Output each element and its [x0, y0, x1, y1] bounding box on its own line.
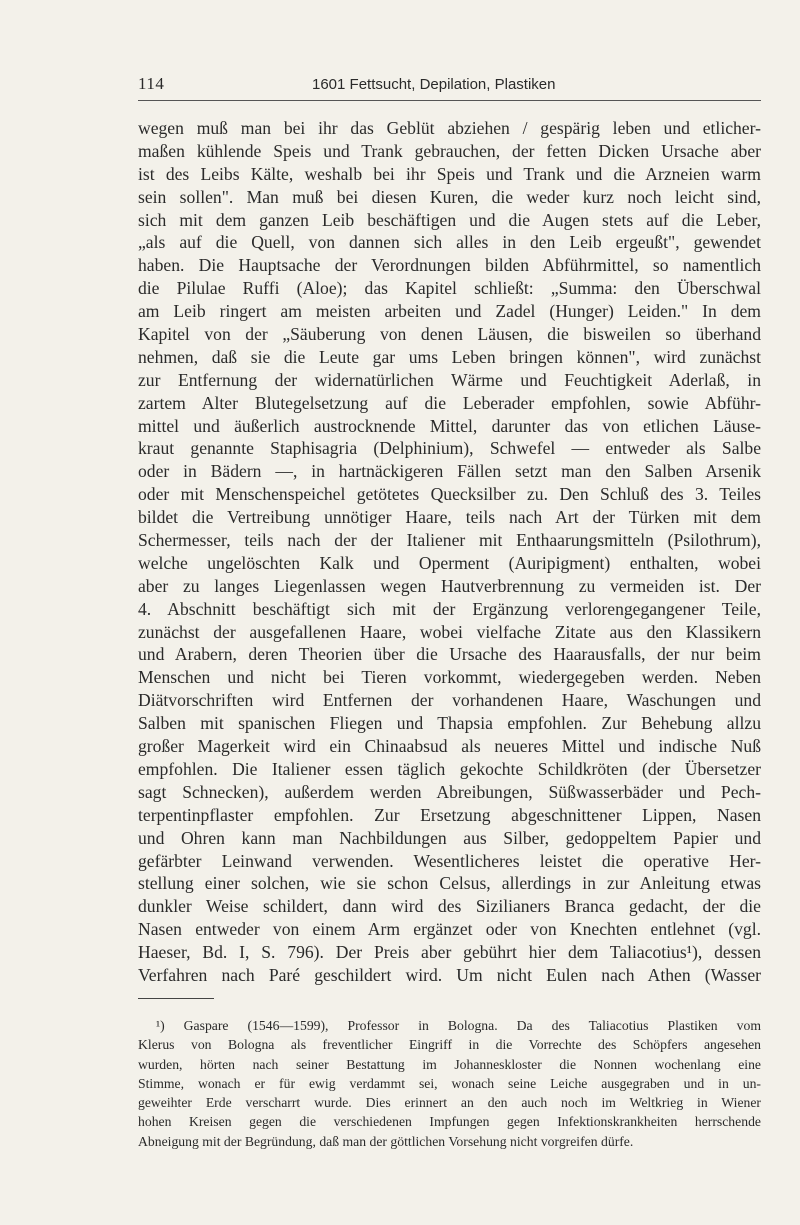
footnote-line: Abneigung mit der Begründung, daß man der göttlichen Vorsehung nicht vorgreifen dürfe.: [138, 1133, 634, 1149]
body-line: zur Entfernung der widernatürlichen Wärme und Feuchtigkeit Aderlaß, in: [138, 369, 761, 390]
footnote-line: Stimme, wonach er für ewig verdammt sei, wonach seine Leiche ausgegraben und in un-: [138, 1075, 761, 1091]
body-line: gefärbter Leinwand verwenden. Wesentlicheres leistet die operative Her-: [138, 850, 761, 871]
page-header: [138, 74, 761, 101]
page-number: 114: [138, 74, 165, 93]
body-line: Verfahren nach Paré geschildert wird. Um nicht Eulen nach Athen (Wasser: [138, 964, 761, 985]
body-line: „als auf die Quell, von dannen sich alles in den Leib ergeußt", gewendet: [138, 232, 761, 253]
body-line: haben. Die Hauptsache der Verordnungen bilden Abführmittel, so namentlich: [138, 255, 761, 276]
body-line: ist des Leibs Kälte, weshalb bei ihr Speis und Trank und die Arzneien warm: [138, 163, 761, 184]
footnote-divider: [138, 998, 214, 999]
body-line: oder mit Menschenspeichel getötetes Quecksilber zu. Den Schluß des 3. Teiles: [138, 484, 761, 505]
body-line: Schermesser, teils nach der der Italiener mit Enthaarungsmitteln (Psilothrum),: [138, 530, 761, 551]
body-line: maßen kühlende Speis und Trank gebrauchen, der fetten Dicken Ursache aber: [138, 140, 761, 161]
footnotes: [138, 1016, 761, 1151]
body-line: terpentinpflaster empfohlen. Zur Ersetzung abgeschnittener Lippen, Nasen: [138, 804, 761, 825]
body-line: stellung einer solchen, wie sie schon Celsus, allerdings in zur Anleitung etwas: [138, 873, 761, 894]
body-line: sagt Schnecken), außerdem werden Abreibungen, Süßwasserbäder und Pech-: [138, 781, 761, 802]
body-line: wegen muß man bei ihr das Geblüt abziehen / gespärig leben und etlicher-: [138, 118, 761, 138]
body-line: 4. Abschnitt beschäftigt sich mit der Ergänzung verlorengegangener Teile,: [138, 598, 761, 619]
body-line: bildet die Vertreibung unnötiger Haare, teils nach Art der Türken mit dem: [138, 507, 761, 528]
body-line: am Leib ringert am meisten arbeiten und Zadel (Hunger) Leiden." In dem: [138, 301, 761, 322]
body-line: Menschen und nicht bei Tieren vorkommt, wiedergegeben werden. Neben: [138, 667, 761, 688]
body-line: großer Magerkeit wird ein Chinaabsud als neueres Mittel und indische Nuß: [138, 736, 761, 757]
body-line: Salben mit spanischen Fliegen und Thapsia empfohlen. Zur Behebung allzu: [138, 713, 761, 734]
body-line: und Ohren kann man Nachbildungen aus Silber, gedoppeltem Papier und: [138, 827, 761, 848]
body-line: dunkler Weise schildert, dann wird des Sizilianers Branca gedacht, der die: [138, 896, 761, 917]
body-line: kraut genannte Staphisagria (Delphinium), Schwefel — entweder als Salbe: [138, 438, 761, 459]
footnote-line: hohen Kreisen gegen die verschiedenen Impfungen gegen Infektionskrankheiten herrschende: [138, 1114, 761, 1130]
body-line: Haeser, Bd. I, S. 796). Der Preis aber gebührt hier dem Taliacotius¹), dessen: [138, 942, 761, 963]
body-line: aber zu langes Liegenlassen wegen Hautverbrennung zu vermeiden ist. Der: [138, 575, 761, 596]
body-line: sich mit dem ganzen Leib beschäftigen und die Augen stets auf die Leber,: [138, 209, 761, 230]
footnote-line: geweihter Erde verscharrt wurde. Dies erinnert an den auch noch im Weltkrieg in Wiener: [138, 1095, 761, 1111]
body-line: die Pilulae Ruffi (Aloe); das Kapitel schließt: „Summa: den Überschwal: [138, 278, 761, 299]
footnote-line: ¹) Gaspare (1546—1599), Professor in Bologna. Da des Taliacotius Plastiken vom: [156, 1018, 761, 1033]
body-line: oder in Bädern —, in hartnäckigeren Fällen setzt man den Salben Arsenik: [138, 461, 761, 482]
body-line: mittel und äußerlich austrocknende Mittel, darunter das von etlichen Läuse-: [138, 415, 761, 436]
footnote-line: wurden, hörten nach seiner Bestattung im Johanneskloster die Nonnen wochenlang eine: [138, 1056, 761, 1072]
footnote-line: Klerus von Bologna als freventlicher Eingriff in die Vorrechte des Schöpfers angesehen: [138, 1037, 761, 1053]
body-line: sein sollen". Man muß bei diesen Kuren, die weder kurz noch leicht sind,: [138, 186, 761, 207]
body-line: empfohlen. Die Italiener essen täglich gekochte Schildkröten (der Übersetzer: [138, 758, 761, 779]
body-line: zunächst der ausgefallenen Haare, wobei vielfache Zitate aus den Klassikern: [138, 621, 761, 642]
body-line: nehmen, daß sie die Leute gar ums Leben bringen können", wird zunächst: [138, 346, 761, 367]
body-line: Diätvorschriften wird Entfernen der vorhandenen Haare, Waschungen und: [138, 690, 761, 711]
running-head: 1601 Fettsucht, Depilation, Plastiken: [312, 76, 556, 93]
body-line: Nasen entweder von einem Arm ergänzet oder von Knechten entlehnet (vgl.: [138, 919, 761, 940]
body-line: zartem Alter Blutegelsetzung auf die Leberader empfohlen, sowie Abführ-: [138, 392, 761, 413]
body-line: und Arabern, deren Theorien über die Ursache des Haarausfalls, der nur beim: [138, 644, 761, 665]
body-line: welche ungelöschten Kalk und Operment (Auripigment) enthalten, wobei: [138, 552, 761, 573]
body-text: [138, 117, 761, 987]
body-line: Kapitel von der „Säuberung von denen Läusen, die bisweilen so überhand: [138, 324, 761, 345]
